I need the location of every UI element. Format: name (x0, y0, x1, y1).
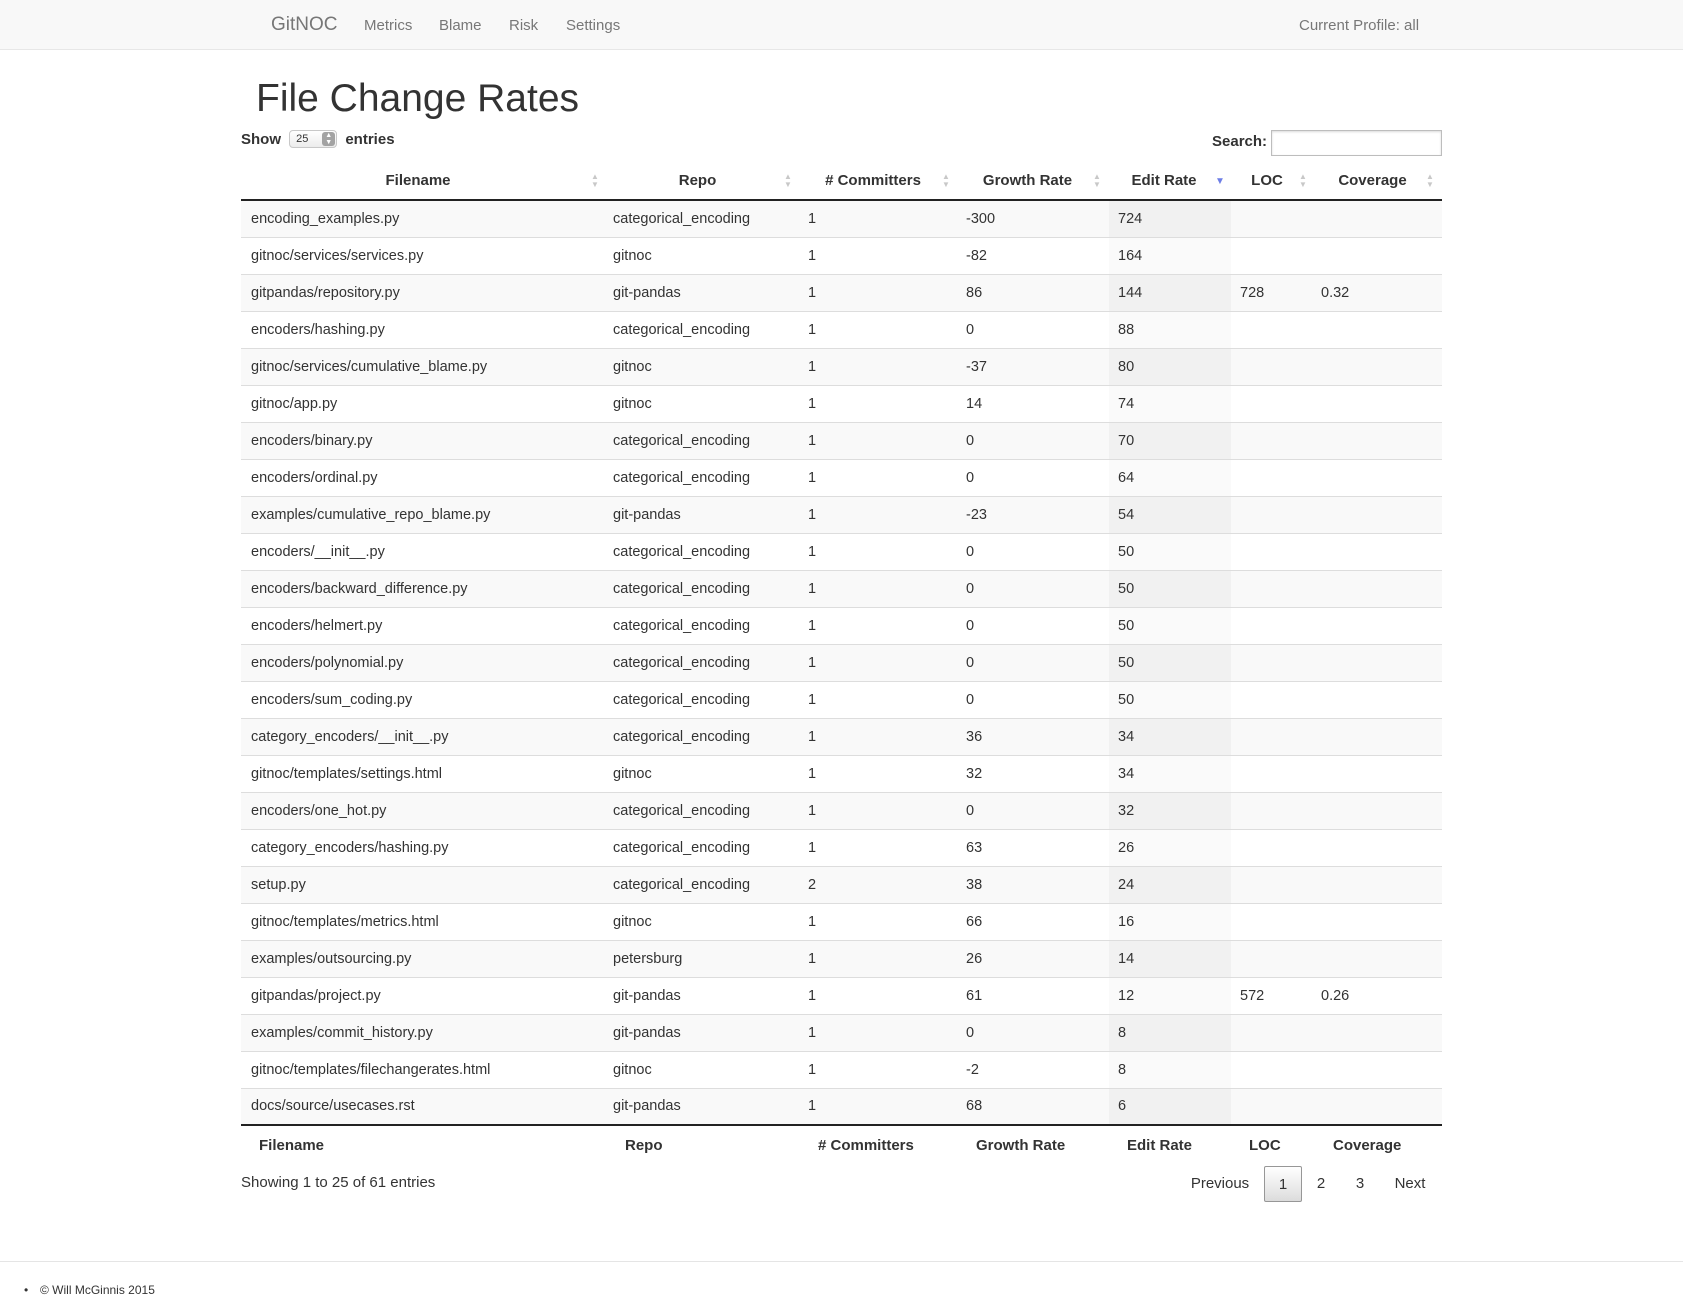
repo-cell: categorical_encoding (607, 644, 800, 681)
coverage-cell (1315, 422, 1442, 459)
edit-rate-cell: 26 (1109, 829, 1231, 866)
pagination-page-2[interactable]: 2 (1316, 1175, 1326, 1192)
repo-cell: git-pandas (607, 274, 800, 311)
repo-cell: categorical_encoding (607, 533, 800, 570)
column-header-label: Filename (385, 172, 451, 189)
repo-cell: categorical_encoding (607, 829, 800, 866)
loc-cell (1231, 237, 1315, 274)
header-row (241, 162, 1442, 200)
table-row[interactable] (241, 718, 1442, 755)
loc-cell (1231, 755, 1315, 792)
repo-cell: categorical_encoding (607, 718, 800, 755)
coverage-cell (1315, 903, 1442, 940)
footer-column-coverage: Coverage (1315, 1125, 1442, 1164)
growth-rate-cell: 0 (958, 459, 1109, 496)
committers-cell: 1 (800, 755, 958, 792)
nav-item-metrics[interactable]: Metrics (364, 17, 413, 34)
table-row[interactable] (241, 681, 1442, 718)
loc-cell (1231, 422, 1315, 459)
filename-cell: examples/outsourcing.py (241, 940, 607, 977)
table-info: Showing 1 to 25 of 61 entries (241, 1174, 436, 1191)
growth-rate-cell: 36 (958, 718, 1109, 755)
loc-cell (1231, 533, 1315, 570)
column-header-committers[interactable] (800, 162, 958, 200)
edit-rate-cell: 54 (1109, 496, 1231, 533)
coverage-cell (1315, 348, 1442, 385)
repo-cell: categorical_encoding (607, 311, 800, 348)
footer-header-row (241, 1125, 1442, 1164)
search-label: Search: (1212, 133, 1268, 150)
loc-cell (1231, 570, 1315, 607)
entries-per-page-select[interactable] (289, 130, 337, 148)
filename-cell: setup.py (241, 866, 607, 903)
repo-cell: gitnoc (607, 903, 800, 940)
edit-rate-cell: 164 (1109, 237, 1231, 274)
loc-cell (1231, 718, 1315, 755)
table-row[interactable] (241, 533, 1442, 570)
column-header-label: Growth Rate (982, 172, 1073, 189)
growth-rate-cell: 38 (958, 866, 1109, 903)
loc-cell (1231, 1051, 1315, 1088)
entries-label: entries (345, 130, 395, 148)
growth-rate-cell: 61 (958, 977, 1109, 1014)
repo-cell: categorical_encoding (607, 570, 800, 607)
committers-cell: 1 (800, 385, 958, 422)
footer-column-repo: Repo (607, 1125, 800, 1164)
footer-column-committers: # Committers (800, 1125, 958, 1164)
loc-cell (1231, 1014, 1315, 1051)
edit-rate-cell: 50 (1109, 681, 1231, 718)
repo-cell: categorical_encoding (607, 792, 800, 829)
table-row[interactable] (241, 755, 1442, 792)
committers-cell: 1 (800, 1051, 958, 1088)
pagination-page-3[interactable]: 3 (1355, 1175, 1365, 1192)
filename-cell: gitnoc/templates/settings.html (241, 755, 607, 792)
loc-cell: 572 (1231, 977, 1315, 1014)
footer-divider (0, 1261, 1683, 1262)
nav-item-risk[interactable]: Risk (509, 17, 539, 34)
repo-cell: git-pandas (607, 1088, 800, 1125)
edit-rate-cell: 34 (1109, 718, 1231, 755)
edit-rate-cell: 64 (1109, 459, 1231, 496)
growth-rate-cell: 66 (958, 903, 1109, 940)
table-row[interactable] (241, 1014, 1442, 1051)
loc-cell (1231, 681, 1315, 718)
footer-item (24, 1283, 155, 1297)
table-body (241, 200, 1442, 1125)
filename-cell: examples/cumulative_repo_blame.py (241, 496, 607, 533)
repo-cell: gitnoc (607, 348, 800, 385)
committers-cell: 1 (800, 718, 958, 755)
pagination-previous[interactable]: Previous (1190, 1175, 1250, 1192)
page-title: File Change Rates (256, 77, 580, 120)
loc-cell (1231, 385, 1315, 422)
pagination-next[interactable]: Next (1394, 1175, 1426, 1192)
file-change-rates-table (241, 162, 1442, 1164)
repo-cell: gitnoc (607, 755, 800, 792)
coverage-cell: 0.32 (1315, 274, 1442, 311)
coverage-cell (1315, 237, 1442, 274)
sort-descending-icon: ▼ (1215, 176, 1225, 187)
edit-rate-cell: 144 (1109, 274, 1231, 311)
edit-rate-cell: 74 (1109, 385, 1231, 422)
navbar (0, 0, 1683, 50)
loc-cell (1231, 496, 1315, 533)
coverage-cell (1315, 866, 1442, 903)
edit-rate-cell: 50 (1109, 644, 1231, 681)
committers-cell: 1 (800, 533, 958, 570)
table-row[interactable] (241, 1051, 1442, 1088)
coverage-cell (1315, 829, 1442, 866)
committers-cell: 1 (800, 348, 958, 385)
committers-cell: 2 (800, 866, 958, 903)
filename-cell: gitnoc/services/cumulative_blame.py (241, 348, 607, 385)
growth-rate-cell: -82 (958, 237, 1109, 274)
growth-rate-cell: 0 (958, 607, 1109, 644)
filename-cell: encoders/polynomial.py (241, 644, 607, 681)
growth-rate-cell: 68 (958, 1088, 1109, 1125)
edit-rate-cell: 724 (1109, 200, 1231, 237)
committers-cell: 1 (800, 829, 958, 866)
table-row[interactable] (241, 200, 1442, 237)
filename-cell: encoders/ordinal.py (241, 459, 607, 496)
loc-cell (1231, 940, 1315, 977)
repo-cell: categorical_encoding (607, 422, 800, 459)
coverage-cell (1315, 607, 1442, 644)
filename-cell: category_encoders/__init__.py (241, 718, 607, 755)
coverage-cell (1315, 755, 1442, 792)
coverage-cell (1315, 496, 1442, 533)
brand-link[interactable]: GitNOC (271, 14, 338, 35)
column-header-coverage[interactable] (1315, 162, 1442, 200)
filename-cell: gitnoc/templates/filechangerates.html (241, 1051, 607, 1088)
growth-rate-cell: 26 (958, 940, 1109, 977)
loc-cell (1231, 311, 1315, 348)
footer-column-growth-rate: Growth Rate (958, 1125, 1109, 1164)
filename-cell: category_encoders/hashing.py (241, 829, 607, 866)
table-row[interactable] (241, 274, 1442, 311)
edit-rate-cell: 8 (1109, 1051, 1231, 1088)
committers-cell: 1 (800, 311, 958, 348)
edit-rate-cell: 50 (1109, 570, 1231, 607)
edit-rate-cell: 34 (1109, 755, 1231, 792)
copyright: © Will McGinnis 2015 (40, 1283, 155, 1297)
filename-cell: encoders/binary.py (241, 422, 607, 459)
coverage-cell (1315, 570, 1442, 607)
growth-rate-cell: 14 (958, 385, 1109, 422)
filename-cell: encoding_examples.py (241, 200, 607, 237)
edit-rate-cell: 70 (1109, 422, 1231, 459)
growth-rate-cell: 63 (958, 829, 1109, 866)
coverage-cell (1315, 459, 1442, 496)
coverage-cell (1315, 644, 1442, 681)
repo-cell: categorical_encoding (607, 681, 800, 718)
column-header-label: Coverage (1338, 172, 1407, 189)
committers-cell: 1 (800, 570, 958, 607)
table-row[interactable] (241, 829, 1442, 866)
filename-cell: gitpandas/project.py (241, 977, 607, 1014)
repo-cell: petersburg (607, 940, 800, 977)
search-input[interactable] (1271, 130, 1442, 156)
nav-item-settings[interactable]: Settings (566, 17, 621, 34)
table-row[interactable] (241, 570, 1442, 607)
loc-cell (1231, 1088, 1315, 1125)
committers-cell: 1 (800, 977, 958, 1014)
entries-per-page-value: 25 (296, 133, 309, 146)
repo-cell: categorical_encoding (607, 200, 800, 237)
edit-rate-cell: 88 (1109, 311, 1231, 348)
repo-cell: categorical_encoding (607, 607, 800, 644)
sort-both-icon: ▲ ▼ (591, 172, 599, 189)
committers-cell: 1 (800, 200, 958, 237)
committers-cell: 1 (800, 422, 958, 459)
loc-cell (1231, 866, 1315, 903)
footer-column-filename: Filename (241, 1125, 607, 1164)
filename-cell: encoders/one_hot.py (241, 792, 607, 829)
filename-cell: encoders/hashing.py (241, 311, 607, 348)
column-header-label: LOC (1251, 172, 1283, 189)
committers-cell: 1 (800, 792, 958, 829)
filename-cell: encoders/sum_coding.py (241, 681, 607, 718)
filename-cell: gitnoc/templates/metrics.html (241, 903, 607, 940)
repo-cell: categorical_encoding (607, 866, 800, 903)
edit-rate-cell: 12 (1109, 977, 1231, 1014)
coverage-cell (1315, 940, 1442, 977)
growth-rate-cell: 0 (958, 570, 1109, 607)
filename-cell: gitnoc/app.py (241, 385, 607, 422)
loc-cell (1231, 459, 1315, 496)
coverage-cell: 0.26 (1315, 977, 1442, 1014)
loc-cell (1231, 200, 1315, 237)
loc-cell (1231, 829, 1315, 866)
edit-rate-cell: 32 (1109, 792, 1231, 829)
coverage-cell (1315, 1051, 1442, 1088)
loc-cell (1231, 348, 1315, 385)
coverage-cell (1315, 311, 1442, 348)
entries-length-control (241, 130, 395, 148)
filename-cell: gitpandas/repository.py (241, 274, 607, 311)
sort-both-icon: ▲ ▼ (942, 172, 950, 189)
loc-cell (1231, 644, 1315, 681)
sort-both-icon: ▲ ▼ (1093, 172, 1101, 189)
growth-rate-cell: -300 (958, 200, 1109, 237)
coverage-cell (1315, 1014, 1442, 1051)
committers-cell: 1 (800, 940, 958, 977)
growth-rate-cell: -2 (958, 1051, 1109, 1088)
sort-both-icon: ▲ ▼ (784, 172, 792, 189)
growth-rate-cell: 0 (958, 311, 1109, 348)
select-arrows-icon: ▲ ▼ (322, 132, 335, 146)
committers-cell: 1 (800, 1014, 958, 1051)
repo-cell: gitnoc (607, 385, 800, 422)
table-row[interactable] (241, 385, 1442, 422)
loc-cell: 728 (1231, 274, 1315, 311)
loc-cell (1231, 903, 1315, 940)
repo-cell: gitnoc (607, 237, 800, 274)
footer (24, 1283, 155, 1297)
growth-rate-cell: 0 (958, 681, 1109, 718)
repo-cell: git-pandas (607, 977, 800, 1014)
table-row[interactable] (241, 422, 1442, 459)
coverage-cell (1315, 718, 1442, 755)
sort-both-icon: ▲ ▼ (1299, 172, 1307, 189)
edit-rate-cell: 80 (1109, 348, 1231, 385)
table-row[interactable] (241, 903, 1442, 940)
growth-rate-cell: 0 (958, 422, 1109, 459)
committers-cell: 1 (800, 496, 958, 533)
committers-cell: 1 (800, 644, 958, 681)
show-label: Show (241, 130, 281, 148)
filename-cell: encoders/backward_difference.py (241, 570, 607, 607)
repo-cell: git-pandas (607, 1014, 800, 1051)
table-row[interactable] (241, 866, 1442, 903)
growth-rate-cell: 32 (958, 755, 1109, 792)
committers-cell: 1 (800, 681, 958, 718)
footer-column-loc: LOC (1231, 1125, 1315, 1164)
committers-cell: 1 (800, 1088, 958, 1125)
filename-cell: encoders/__init__.py (241, 533, 607, 570)
committers-cell: 1 (800, 274, 958, 311)
edit-rate-cell: 24 (1109, 866, 1231, 903)
filename-cell: encoders/helmert.py (241, 607, 607, 644)
column-header-growth-rate[interactable] (958, 162, 1109, 200)
growth-rate-cell: 0 (958, 644, 1109, 681)
table-row[interactable] (241, 459, 1442, 496)
column-header-repo[interactable] (607, 162, 800, 200)
current-profile[interactable]: Current Profile: all (1299, 17, 1420, 34)
column-header-edit-rate[interactable] (1109, 162, 1231, 200)
growth-rate-cell: -23 (958, 496, 1109, 533)
growth-rate-cell: 0 (958, 1014, 1109, 1051)
table-row[interactable] (241, 977, 1442, 1014)
table-row[interactable] (241, 237, 1442, 274)
table-row[interactable] (241, 496, 1442, 533)
committers-cell: 1 (800, 459, 958, 496)
growth-rate-cell: 0 (958, 533, 1109, 570)
committers-cell: 1 (800, 237, 958, 274)
column-header-loc[interactable] (1231, 162, 1315, 200)
growth-rate-cell: -37 (958, 348, 1109, 385)
filename-cell: examples/commit_history.py (241, 1014, 607, 1051)
coverage-cell (1315, 385, 1442, 422)
footer-column-edit-rate: Edit Rate (1109, 1125, 1231, 1164)
filename-cell: docs/source/usecases.rst (241, 1088, 607, 1125)
table-row[interactable] (241, 940, 1442, 977)
coverage-cell (1315, 533, 1442, 570)
table-row[interactable] (241, 1088, 1442, 1125)
committers-cell: 1 (800, 607, 958, 644)
edit-rate-cell: 50 (1109, 607, 1231, 644)
coverage-cell (1315, 1088, 1442, 1125)
edit-rate-cell: 14 (1109, 940, 1231, 977)
repo-cell: categorical_encoding (607, 459, 800, 496)
column-header-label: Repo (678, 172, 717, 189)
committers-cell: 1 (800, 903, 958, 940)
column-header-filename[interactable] (241, 162, 607, 200)
edit-rate-cell: 50 (1109, 533, 1231, 570)
edit-rate-cell: 8 (1109, 1014, 1231, 1051)
pagination (1190, 1166, 1440, 1202)
pagination-page-1[interactable]: 1 (1264, 1166, 1302, 1202)
loc-cell (1231, 792, 1315, 829)
coverage-cell (1315, 681, 1442, 718)
table-row[interactable] (241, 792, 1442, 829)
growth-rate-cell: 86 (958, 274, 1109, 311)
table-row[interactable] (241, 644, 1442, 681)
table-row[interactable] (241, 607, 1442, 644)
edit-rate-cell: 16 (1109, 903, 1231, 940)
edit-rate-cell: 6 (1109, 1088, 1231, 1125)
loc-cell (1231, 607, 1315, 644)
filename-cell: gitnoc/services/services.py (241, 237, 607, 274)
table-row[interactable] (241, 348, 1442, 385)
coverage-cell (1315, 200, 1442, 237)
table-row[interactable] (241, 311, 1442, 348)
nav-item-blame[interactable]: Blame (439, 17, 482, 34)
sort-both-icon: ▲ ▼ (1426, 172, 1434, 189)
repo-cell: gitnoc (607, 1051, 800, 1088)
bullet-icon: • (24, 1283, 29, 1297)
coverage-cell (1315, 792, 1442, 829)
growth-rate-cell: 0 (958, 792, 1109, 829)
column-header-label: # Committers (825, 172, 921, 189)
repo-cell: git-pandas (607, 496, 800, 533)
column-header-label: Edit Rate (1131, 172, 1197, 189)
